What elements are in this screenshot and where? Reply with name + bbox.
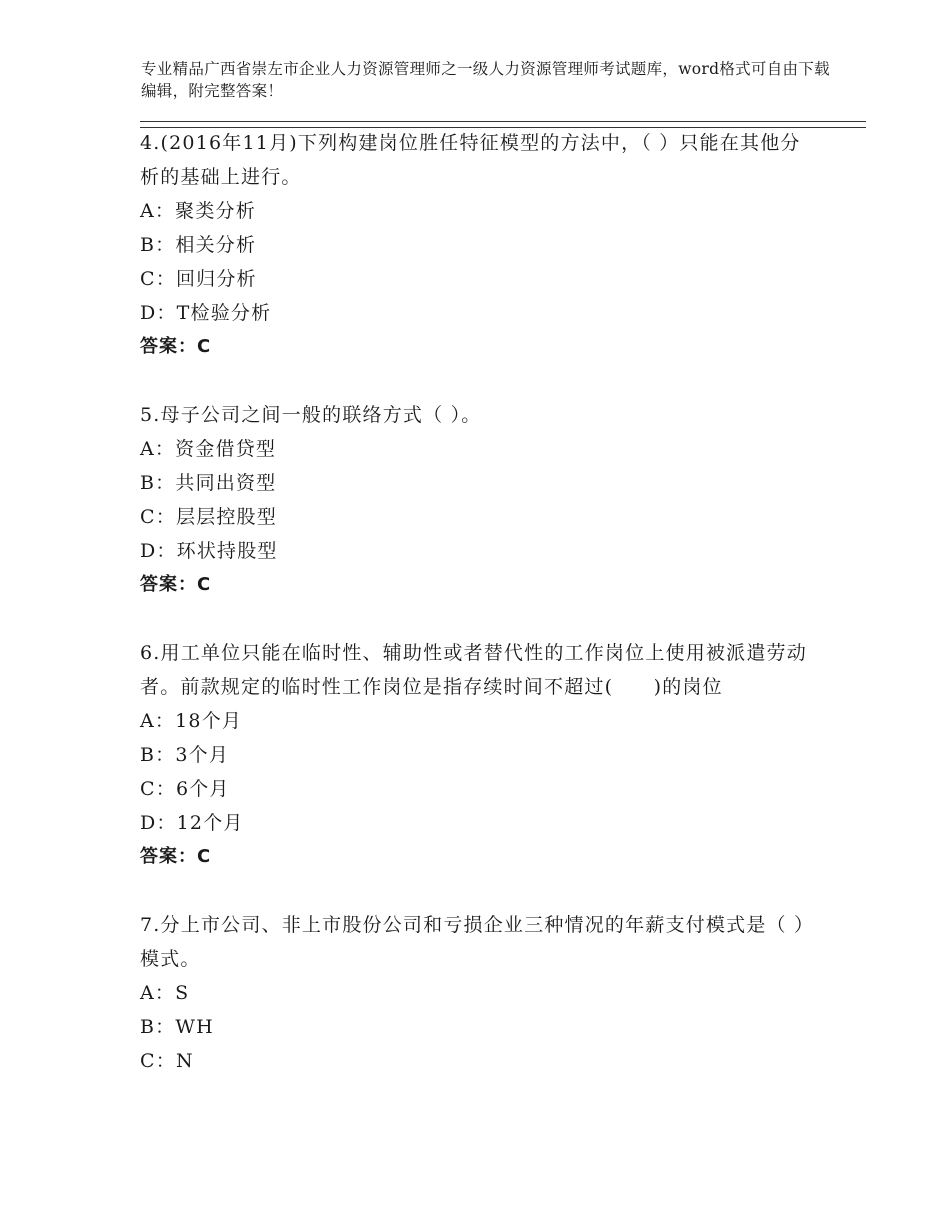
option-b: B：共同出资型 — [140, 472, 277, 494]
question-list — [140, 126, 820, 1078]
document-header: 专业精品广西省崇左市企业人力资源管理师之一级人力资源管理师考试题库，word格式可自由下载编辑，附完整答案！ — [141, 60, 830, 100]
option-c: C：回归分析 — [140, 268, 257, 290]
option-b: B：3个月 — [140, 744, 230, 766]
question-4 — [140, 126, 820, 364]
option-b: B：相关分析 — [140, 234, 257, 256]
option-a: A：S — [140, 982, 190, 1004]
question-stem: 7.分上市公司、非上市股份公司和亏损企业三种情况的年薪支付模式是（ ）模式。 — [140, 914, 815, 970]
option-a: A：资金借贷型 — [140, 438, 277, 460]
option-c: C：层层控股型 — [140, 506, 277, 528]
option-b: B：WH — [140, 1016, 214, 1038]
option-d: D：12个月 — [140, 812, 244, 834]
option-c: C：N — [140, 1050, 194, 1072]
option-a: A：18个月 — [140, 710, 243, 732]
answer: 答案：C — [140, 336, 212, 357]
option-a: A：聚类分析 — [140, 200, 256, 222]
option-c: C：6个月 — [140, 778, 230, 800]
question-stem: 6.用工单位只能在临时性、辅助性或者替代性的工作岗位上使用被派遣劳动者。前款规定的临时性工作岗位是指存续时间不超过( )的岗位 — [140, 642, 807, 698]
option-d: D：环状持股型 — [140, 540, 278, 562]
question-5 — [140, 398, 820, 602]
question-6 — [140, 636, 820, 874]
question-stem: 4.(2016年11月)下列构建岗位胜任特征模型的方法中，（ ）只能在其他分析的基础上进行。 — [140, 132, 801, 188]
question-stem: 5.母子公司之间一般的联络方式（ ）。 — [140, 404, 482, 426]
question-7 — [140, 908, 820, 1078]
option-d: D：T检验分析 — [140, 302, 272, 324]
answer: 答案：C — [140, 846, 212, 867]
answer: 答案：C — [140, 574, 212, 595]
